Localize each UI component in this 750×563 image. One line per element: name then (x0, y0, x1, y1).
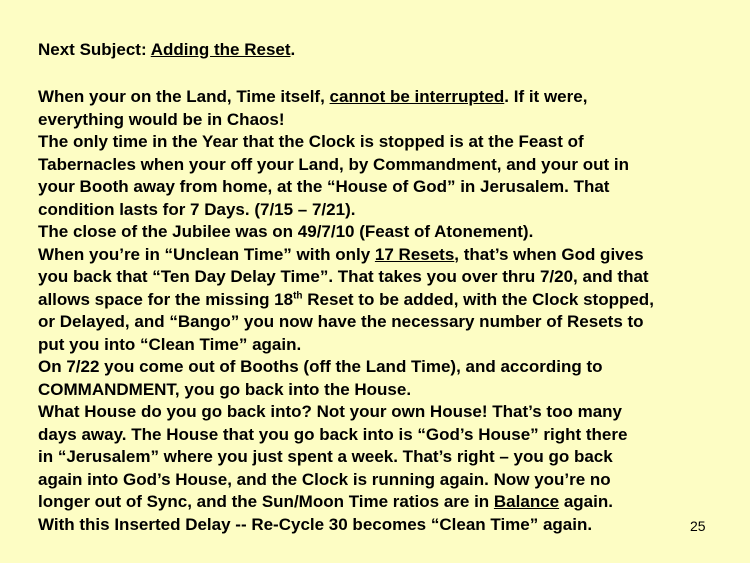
body-line-a: in “Jerusalem” where you just spent a week. That’s right – you go back (38, 447, 613, 466)
slide-title (38, 40, 295, 60)
body-line (38, 514, 738, 537)
body-line-a: COMMANDMENT, you go back into the House. (38, 379, 412, 399)
body-line (38, 289, 738, 312)
body-line-a: put you into “Clean Time” again. (38, 334, 302, 354)
body-line-a: What House do you go back into? Not your own House! That’s too many (38, 402, 622, 421)
body-line-a: allows space for the missing 18 (38, 289, 294, 309)
body-line (38, 199, 738, 222)
body-line (38, 109, 738, 132)
body-line-a: everything would be in Chaos! (38, 109, 285, 129)
body-line (38, 379, 738, 402)
body-line-b: , that’s when God gives (454, 244, 644, 264)
title-topic: Adding the Reset (150, 40, 291, 59)
body-line-b: Reset to be added, with the Clock stopped, (302, 289, 654, 309)
body-line-a: longer out of Sync, and the Sun/Moon Time ratios are in (38, 492, 494, 511)
slide-body (38, 86, 738, 536)
body-line-a: condition lasts for 7 Days. (7/15 – 7/21). (38, 199, 356, 219)
body-line-u: 17 Resets (374, 244, 455, 264)
body-line (38, 154, 738, 177)
body-line (38, 311, 738, 334)
body-line-a: The only time in the Year that the Clock is stopped is at the Feast of (38, 132, 584, 151)
body-line-a: days away. The House that you go back into is “God’s House” right there (38, 424, 628, 444)
title-suffix: . (290, 40, 296, 59)
body-line-a: your Booth away from home, at the “House of God” in Jerusalem. That (38, 177, 610, 196)
body-line (38, 401, 738, 424)
body-line (38, 86, 738, 109)
body-line (38, 356, 738, 379)
title-prefix: Next Subject: (38, 40, 151, 59)
body-line (38, 131, 738, 154)
body-line-a: The close of the Jubilee was on 49/7/10 (Feast of Atonement). (38, 222, 534, 241)
body-line (38, 424, 738, 447)
body-line (38, 469, 738, 492)
body-line (38, 221, 738, 244)
body-line (38, 334, 738, 357)
body-line-a: With this Inserted Delay -- Re-Cycle 30 becomes “Clean Time” again. (38, 514, 593, 534)
body-line-a: When your on the Land, Time itself, (38, 87, 330, 106)
body-line-a: or Delayed, and “Bango” you now have the necessary number of Resets to (38, 312, 644, 331)
body-line-a: On 7/22 you come out of Booths (off the Land Time), and according to (38, 357, 603, 376)
body-line-a: again into God’s House, and the Clock is running again. Now you’re no (38, 469, 611, 489)
body-line-u: Balance (493, 492, 560, 511)
body-line-u: cannot be interrupted (329, 87, 505, 106)
body-line-a: When you’re in “Unclean Time” with only (38, 244, 375, 264)
body-line-a: you back that “Ten Day Delay Time”. That takes you over thru 7/20, and that (38, 267, 649, 286)
body-line (38, 446, 738, 469)
body-line (38, 176, 738, 199)
page-number: 25 (690, 518, 706, 534)
body-line-b: again. (559, 492, 613, 511)
body-line-b: . If it were, (504, 87, 588, 106)
body-line (38, 266, 738, 289)
body-line-sup: th (293, 289, 303, 301)
body-line-a: Tabernacles when your off your Land, by Commandment, and your out in (38, 154, 629, 174)
body-line (38, 244, 738, 267)
body-line (38, 491, 738, 514)
